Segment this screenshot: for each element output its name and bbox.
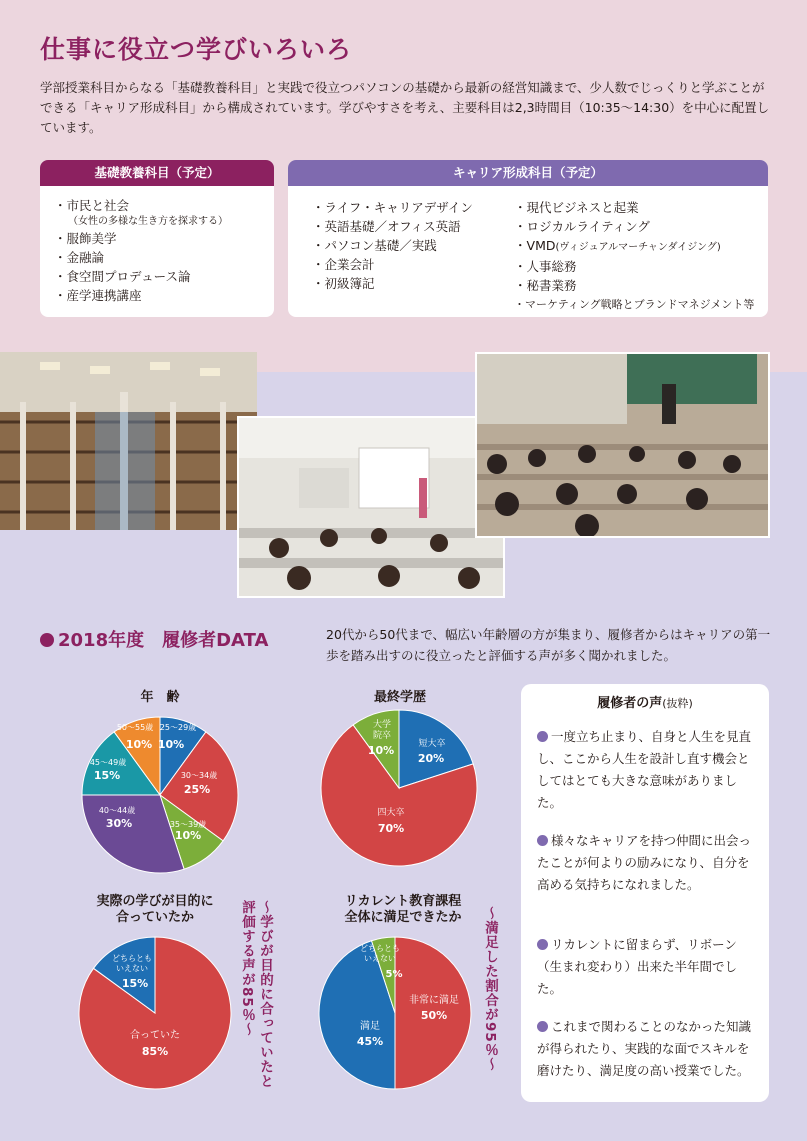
bullet-icon (537, 1021, 548, 1032)
pie-label-match-ok: 合っていた (130, 1030, 180, 1041)
pie-label-age-3034: 30～34歳 (180, 771, 218, 780)
list-item: ・ VMD(ヴィジュアルマーチャンダイジング) (514, 236, 754, 257)
chart-title-education: 最終学歴 (373, 690, 426, 705)
list-item-note: （女性の多様な生き方を探求する） (68, 216, 228, 227)
pie-label-satisfaction-very: 非常に満足 (409, 995, 459, 1006)
pie-label-age-2529: 25～29歳 (159, 723, 197, 732)
voice-item: リカレントに留まらず、リボーン（生まれ変わり）出来た半年間でした。 (537, 937, 738, 996)
pie-label-age-3539: 35～39歳 (169, 820, 207, 829)
pie-chart-education (319, 708, 479, 868)
voice-item: これまで関わることのなかった知識が得られたり、実践的な面でスキルを磨けたり、満足度の高い授業でした。 (537, 1019, 752, 1078)
library-photo (0, 352, 257, 530)
section-title: 2018年度 履修者DATA (40, 626, 268, 652)
pie-value-match-neutral: 15% (121, 977, 149, 990)
pie-label-satisfaction-neutral1: どちらとも (360, 944, 400, 953)
pie-value-satisfaction-neutral: 5% (385, 969, 403, 980)
pie-label-education-tandai: 短大卒 (418, 739, 446, 749)
list-item: ・ 秘書業務 (514, 276, 754, 295)
chart-title-satisfaction: リカレント教育課程 全体に満足できたか (344, 894, 462, 925)
voices-title: 履修者の声(抜粋) (597, 696, 693, 711)
list-item: ・ 金融論 (54, 248, 228, 267)
list-item: ・ 初級簿記 (312, 274, 473, 293)
career-course-list-right (514, 198, 754, 314)
pie-chart-match (77, 935, 233, 1091)
pie-label-education-grad2: 院卒 (372, 731, 392, 741)
page-title: 仕事に役立つ学びいろいろ (40, 35, 353, 64)
career-course-heading: キャリア形成科目（予定） (288, 160, 768, 186)
pie-label-satisfaction-ok: 満足 (360, 1021, 380, 1032)
pie-label-education-yondai: 四大卒 (377, 808, 405, 818)
bullet-icon (537, 939, 548, 950)
list-item: ・ 現代ビジネスと起業 (514, 198, 754, 217)
bullet-icon (537, 835, 548, 846)
basic-course-box (40, 160, 274, 317)
lecture-photo (475, 352, 770, 538)
section-description: 20代から50代まで、幅広い年齢層の方が集まり、履修者からはキャリアの第一歩を踏み出すのに役立ったと評価する声が多く聞かれました。 (326, 627, 771, 663)
pie-label-satisfaction-neutral2: いえない (364, 954, 396, 963)
pie-label-age-4549: 45～49歳 (89, 758, 127, 767)
pie-label-education-grad1: 大学 (372, 720, 392, 730)
chart-title-age: 年 齢 (140, 690, 180, 705)
list-item: ・ 産学連携講座 (54, 286, 228, 305)
chart-title-match: 実際の学びが目的に 合っていたか (96, 894, 214, 925)
list-item: ・ 企業会計 (312, 255, 473, 274)
career-course-box (288, 160, 768, 317)
list-item: ・ ライフ・キャリアデザイン (312, 198, 473, 217)
list-item: ・ パソコン基礎／実践 (312, 236, 473, 255)
vmd-note: (ヴィジュアルマーチャンダイジング) (555, 242, 721, 253)
pie-value-satisfaction-very: 50% (420, 1009, 448, 1022)
pie-value-age-3539: 10% (174, 829, 202, 842)
pie-value-age-4549: 15% (93, 769, 121, 782)
list-item: ・ 英語基礎／オフィス英語 (312, 217, 473, 236)
bullet-icon (537, 731, 548, 742)
pie-value-age-2529: 10% (157, 738, 185, 751)
list-item: ・ マーケティング戦略とブランドマネジメント等 (514, 295, 754, 314)
pie-label-age-4044: 40～44歳 (98, 806, 136, 815)
list-item: ・ 服飾美学 (54, 229, 228, 248)
annotation-satisfaction: ～満足した割合が95％～ (482, 906, 498, 1072)
list-item: ・ ロジカルライティング (514, 217, 754, 236)
career-course-list-left (312, 198, 473, 293)
pie-chart-satisfaction (317, 935, 473, 1091)
classroom-photo (237, 416, 505, 598)
bullet-icon (40, 633, 54, 647)
pie-value-education-grad: 10% (367, 744, 395, 757)
list-item: ・ 食空間プロデュース論 (54, 267, 228, 286)
annotation-match: ～学びが目的に合っていたと評価する声が85％～ (239, 900, 273, 1089)
intro-text: 学部授業科目からなる「基礎教養科目」と実践で役立つパソコンの基礎から最新の経営知識まで、少人数でじっくりと学ぶことができる「キャリア形成科目」から構成されています。学びやすさを考え、主要科目は2,3時間目（10:35～14:30）を中心に配置しています。 (40, 80, 770, 135)
voices-box (521, 684, 769, 1102)
list-item: ・ 市民と社会 （女性の多様な生き方を探求する） (54, 196, 228, 229)
pie-value-satisfaction-ok: 45% (356, 1035, 384, 1048)
voice-item: 一度立ち止まり、自身と人生を見直し、ここから人生を設計し直す機会としてはとても大きな意味がありました。 (537, 729, 752, 810)
pie-label-match-neutral1: どちらとも (112, 954, 152, 963)
pie-value-education-tandai: 20% (417, 752, 445, 765)
list-item: ・ 人事総務 (514, 257, 754, 276)
pie-chart-age (75, 710, 245, 880)
pie-value-age-3034: 25% (183, 783, 211, 796)
basic-course-heading: 基礎教養科目（予定） (40, 160, 274, 186)
pie-value-education-yondai: 70% (377, 822, 405, 835)
pie-label-age-5055: 50～55歳 (116, 723, 154, 732)
pie-label-match-neutral2: いえない (116, 964, 148, 973)
basic-course-list (54, 196, 228, 305)
voice-item: 様々なキャリアを持つ仲間に出会ったことが何よりの励みになり、自分を高める気持ちになれました。 (537, 833, 752, 892)
pie-value-age-5055: 10% (125, 738, 153, 751)
pie-value-match-ok: 85% (141, 1045, 169, 1058)
pie-value-age-4044: 30% (105, 817, 133, 830)
